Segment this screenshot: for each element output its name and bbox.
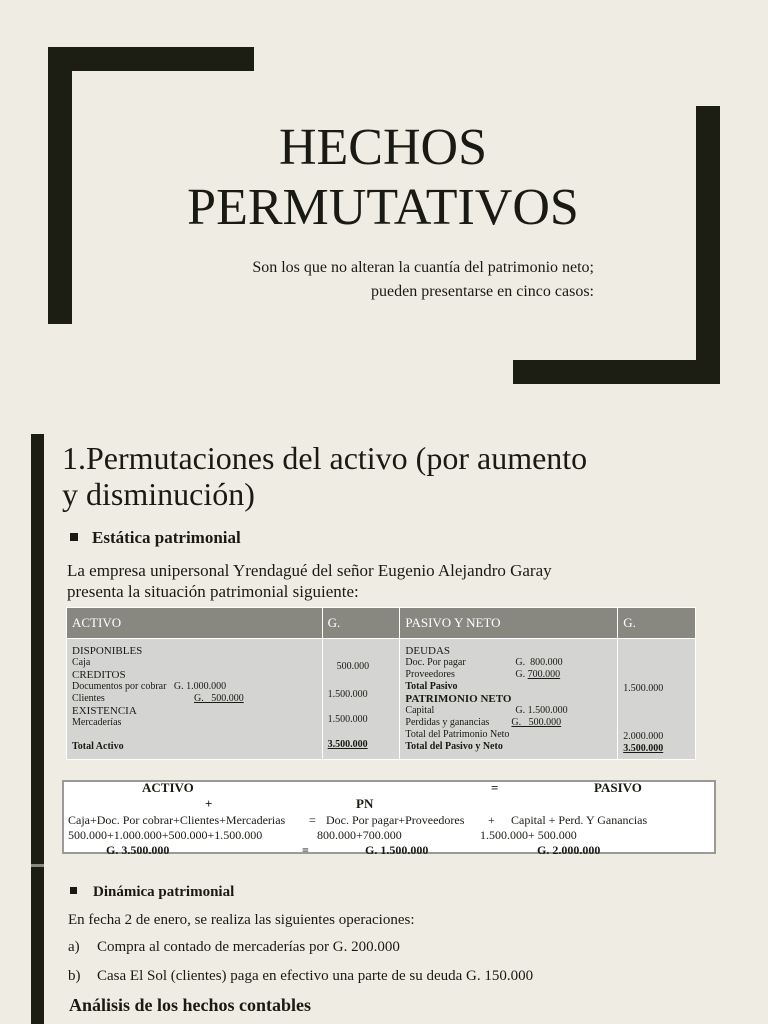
pasivo-total-pasivo-neto: Total del Pasivo y Neto bbox=[405, 741, 503, 752]
pasivo-g-value-2: 2.000.000 bbox=[623, 731, 664, 742]
pasivo-cell bbox=[400, 639, 618, 760]
bullet-square-icon bbox=[70, 533, 78, 541]
activo-creditos: CREDITOS bbox=[72, 669, 126, 681]
patrimonial-table bbox=[66, 607, 696, 760]
pasivo-perdidas-row bbox=[405, 717, 612, 729]
activo-caja: Caja bbox=[72, 657, 91, 668]
eq-line3-plus: + bbox=[488, 813, 495, 827]
activo-g-cell bbox=[322, 639, 400, 760]
bullet-estatica bbox=[70, 528, 241, 548]
operation-b-text: Casa El Sol (clientes) paga en efectivo una parte de su deuda G. 150.000 bbox=[97, 968, 534, 984]
operations-intro: En fecha 2 de enero, se realiza las siguientes operaciones: bbox=[68, 912, 415, 928]
activo-disponibles: DISPONIBLES bbox=[72, 645, 143, 657]
operation-b bbox=[68, 968, 533, 985]
pasivo-doc-pagar-label: Doc. Por pagar bbox=[405, 657, 466, 668]
title-line-1: HECHOS bbox=[278, 119, 488, 176]
eq-line4-pasivo: 800.000+700.000 bbox=[317, 828, 402, 842]
intro-line-2: presenta la situación patrimonial siguiente: bbox=[67, 582, 359, 601]
activo-clientes-value: G. 500.000 bbox=[194, 693, 244, 704]
intro-line-1: La empresa unipersonal Yrendagué del señor Eugenio Alejandro Garay bbox=[67, 561, 552, 580]
bullet-estatica-label: Estática patrimonial bbox=[92, 528, 241, 547]
operation-b-letter: b) bbox=[68, 968, 81, 984]
frame-bottom-right-horizontal bbox=[513, 360, 720, 384]
pasivo-g-total: 3.500.000 bbox=[623, 743, 664, 754]
operation-a-text: Compra al contado de mercaderías por G. 200.000 bbox=[97, 939, 400, 955]
eq-line4-activo: 500.000+1.000.000+500.000+1.500.000 bbox=[68, 828, 263, 842]
slide-title bbox=[100, 118, 666, 238]
pasivo-perdidas-value: G. 500.000 bbox=[511, 717, 562, 728]
bullet-dinamica bbox=[70, 884, 234, 901]
eq-total-pn: G. 2.000.000 bbox=[537, 843, 601, 857]
frame-bottom-right-vertical bbox=[696, 106, 720, 384]
eq-line3-equals: = bbox=[309, 813, 316, 827]
section-heading bbox=[62, 440, 702, 512]
pasivo-doc-pagar-value: G. 800.000 bbox=[515, 657, 563, 668]
activo-mercaderias: Mercaderías bbox=[72, 717, 122, 728]
pasivo-capital-label: Capital bbox=[405, 705, 435, 716]
table-body-row bbox=[67, 639, 696, 760]
eq-plus: + bbox=[205, 796, 213, 811]
frame-top-left-horizontal bbox=[48, 47, 254, 71]
eq-equals-1: = bbox=[491, 780, 499, 795]
activo-g-value-3: 1.500.000 bbox=[327, 714, 368, 725]
activo-g-value-2: 1.500.000 bbox=[327, 689, 368, 700]
subtitle-line-2: pueden presentarse en cinco casos: bbox=[370, 283, 594, 300]
slide-subtitle bbox=[114, 256, 594, 304]
activo-total: Total Activo bbox=[72, 741, 124, 752]
activo-documentos: Documentos por cobrar G. 1.000.000 bbox=[72, 681, 227, 692]
eq-total-equals: = bbox=[302, 843, 309, 857]
pasivo-g-cell bbox=[618, 639, 696, 760]
heading-line-2: y disminución) bbox=[62, 476, 255, 512]
activo-existencia: EXISTENCIA bbox=[72, 705, 137, 717]
activo-clientes-row bbox=[72, 693, 317, 705]
title-slide bbox=[0, 0, 768, 420]
eq-line3-pasivo: Doc. Por pagar+Proveedores bbox=[326, 813, 465, 827]
pasivo-proveedores-g: G. bbox=[515, 669, 526, 680]
subtitle-line-1: Son los que no alteran la cuantía del patrimonio neto; bbox=[252, 259, 594, 276]
pasivo-perdidas-label: Perdidas y ganancias bbox=[405, 717, 490, 728]
bullet-dinamica-label: Dinámica patrimonial bbox=[93, 884, 235, 900]
eq-pasivo: PASIVO bbox=[594, 780, 642, 795]
pasivo-proveedores-label: Proveedores bbox=[405, 669, 455, 680]
operation-a bbox=[68, 939, 400, 956]
heading-line-1: 1.Permutaciones del activo (por aumento bbox=[62, 440, 588, 476]
pasivo-total-pasivo: Total Pasivo bbox=[405, 681, 458, 692]
operation-a-letter: a) bbox=[68, 939, 80, 955]
intro-paragraph bbox=[67, 560, 707, 602]
analysis-heading: Análisis de los hechos contables bbox=[69, 995, 312, 1015]
activo-clientes-label: Clientes bbox=[72, 693, 105, 704]
title-line-2: PERMUTATIVOS bbox=[187, 179, 579, 236]
header-g-pasivo: G. bbox=[618, 608, 696, 639]
accent-sidebar bbox=[31, 434, 44, 1024]
content-slide bbox=[0, 422, 768, 1024]
pasivo-capital-value: G. 1.500.000 bbox=[515, 705, 568, 716]
frame-top-left-vertical bbox=[48, 47, 72, 324]
activo-cell bbox=[67, 639, 323, 760]
pasivo-capital-row bbox=[405, 705, 612, 717]
pasivo-proveedores-row bbox=[405, 669, 612, 681]
table-header-row bbox=[67, 608, 696, 639]
eq-line3-pn: Capital + Perd. Y Ganancias bbox=[511, 813, 648, 827]
pasivo-total-pn: Total del Patrimonio Neto bbox=[405, 729, 510, 740]
eq-total-pasivo: G. 1.500.000 bbox=[365, 843, 429, 857]
pasivo-deudas: DEUDAS bbox=[405, 645, 451, 657]
eq-activo: ACTIVO bbox=[142, 780, 194, 795]
pasivo-g-value-1: 1.500.000 bbox=[623, 683, 664, 694]
pasivo-proveedores-value: 700.000 bbox=[527, 669, 561, 680]
header-g-activo: G. bbox=[322, 608, 400, 639]
eq-line4-pn: 1.500.000+ 500.000 bbox=[480, 828, 577, 842]
activo-g-value-1: 500.000 bbox=[336, 661, 370, 672]
bullet-square-icon bbox=[70, 887, 77, 894]
eq-total-activo: G. 3.500.000 bbox=[106, 843, 170, 857]
pasivo-doc-pagar-row bbox=[405, 657, 612, 669]
equation-box bbox=[62, 780, 716, 857]
eq-pn: PN bbox=[356, 796, 374, 811]
eq-line3-activo: Caja+Doc. Por cobrar+Clientes+Mercaderias bbox=[68, 813, 286, 827]
header-pasivo-neto: PASIVO Y NETO bbox=[400, 608, 618, 639]
activo-g-total: 3.500.000 bbox=[327, 739, 368, 750]
sidebar-divider bbox=[31, 864, 44, 867]
header-activo: ACTIVO bbox=[67, 608, 323, 639]
pasivo-patrimonio-neto: PATRIMONIO NETO bbox=[405, 693, 512, 705]
